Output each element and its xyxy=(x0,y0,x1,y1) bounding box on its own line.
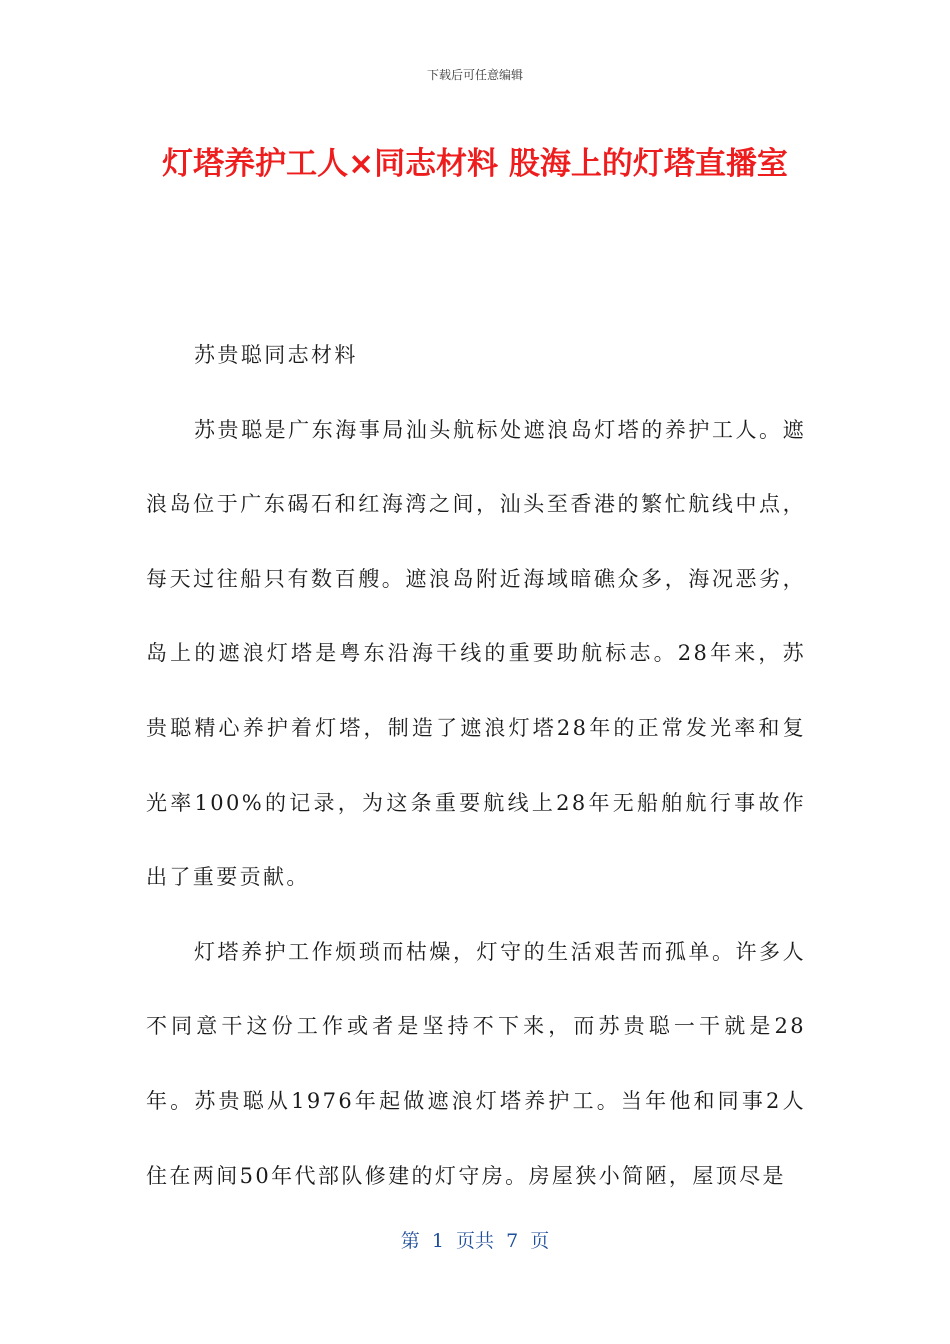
paragraph-heading: 苏贵聪同志材料 xyxy=(194,343,358,367)
document-title: 灯塔养护工人×同志材料 股海上的灯塔直播室 xyxy=(162,146,788,182)
page-footer: 第 1 页共 7 页 xyxy=(400,1230,550,1252)
header-note: 下载后可任意编辑 xyxy=(426,68,523,82)
document-body xyxy=(146,318,806,1213)
paragraph: 苏贵聪是广东海事局汕头航标处遮浪岛灯塔的养护工人。遮浪岛位于广东碣石和红海湾之间，汕头至香港的繁忙航线中点，每天过往船只有数百艘。遮浪岛附近海域暗礁众多，海况恶劣，岛上的遮浪灯塔是粤东沿海干线的重要助航标志。28年来，苏贵聪精心养护着灯塔，制造了遮浪灯塔28年的正常发光率和复光率100%的记录，为这条重要航线上28年无船舶航行事故作出了重要贡献。 xyxy=(146,417,806,890)
paragraph: 灯塔养护工作烦琐而枯燥，灯守的生活艰苦而孤单。许多人不同意干这份工作或者是坚持不下来，而苏贵聪一干就是28年。苏贵聪从1976年起做遮浪灯塔养护工。当年他和同事2人住在两间50年代部队修建的灯守房。房屋狭小简陋，屋顶尽是 xyxy=(146,939,806,1188)
